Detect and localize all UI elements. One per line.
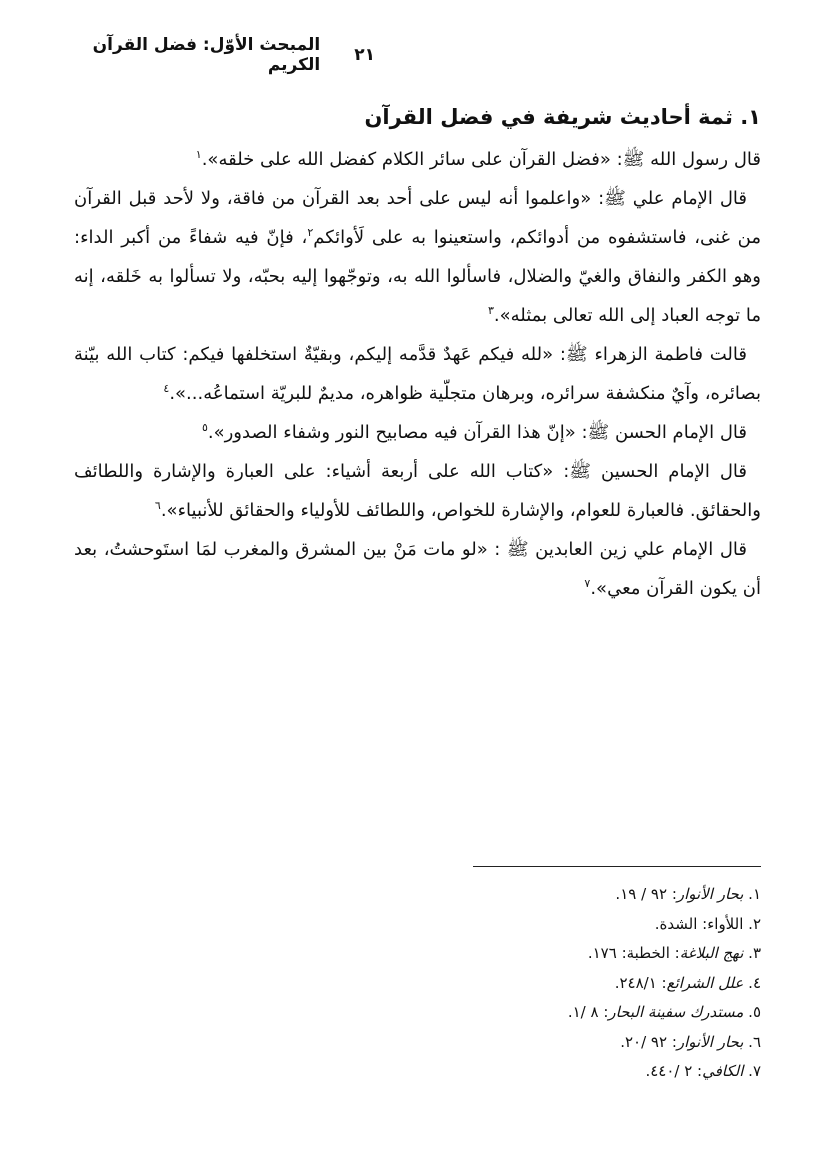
footnote-divider (473, 866, 761, 867)
footnote-ref: ٢ (307, 226, 314, 239)
footnote-ref: ٤ (163, 382, 170, 395)
footnote: ٢. اللأواء: الشدة. (654, 914, 761, 933)
hadith-paragraph: قال رسول الله ﷺ: «فضل القرآن على سائر الكلام كفضل الله على خلقه».$^١$ (195, 148, 761, 170)
hadith-paragraph: قالت فاطمة الزهراء ﷺ: «لله فيكم عَهدٌ قدَّمه إليكم، وبقيّةٌ استخلفها فيكم: كتاب الله بيّنة بصائره، وآيٌ منكشفة سرائره، وبرهان متجلّية ظواهره، مديمٌ للبريّة استماعُه...».$^٤$ (74, 344, 761, 404)
footnote: ٥. مستدرك سفينة البحار: ٨ /١. (567, 1003, 761, 1021)
hadith-paragraph: قال الإمام علي زين العابدين ﷺ : «لو مات مَنْ بين المشرق والمغرب لمَا استَوحشتُ، بعد أن يكون القرآن معي».$^٧$ (74, 539, 761, 599)
chapter-title: المبحث الأوّل: فضل القرآن الكريم (92, 35, 321, 75)
footnote-ref: ٣ (487, 304, 494, 317)
footnote: ٣. نهج البلاغة: الخطبة: ١٧٦. (587, 944, 761, 962)
footnote-ref: ٥ (201, 421, 208, 434)
page-number: ٢١ (354, 45, 375, 65)
footnote: ١. بحار الأنوار: ٩٢ / ١٩. (615, 885, 761, 903)
hadith-paragraph: قال الإمام علي ﷺ: «واعلموا أنه ليس على أحد بعد القرآن من فاقة، ولا لأحد قبل القرآن من غنى، فاستشفوه من أدوائكم، واستعينوا به على لَأوائكم$^٢$، فإنّ فيه شفاءً من أكبر الداء: وهو الكفر والنفاق والغيّ والضلال، فاسألوا الله به، وتوجّهوا إليه بحبّه، ولا تسألوا به خَلقه، إنه ما توجه العباد إلى الله تعالى بمثله».$^٣$ (74, 188, 761, 326)
hadith-paragraph: قال الإمام الحسين ﷺ: «كتاب الله على أربعة أشياء: على العبارة والإشارة واللطائف والحقائق. فالعبارة للعوام، والإشارة للخواص، واللطائف للأولياء والحقائق للأنبياء».$^٦$ (74, 461, 761, 521)
footnote-ref: ٦ (154, 499, 161, 512)
footnote: ٧. الكافي: ٢ /٤٤٠. (645, 1062, 761, 1080)
footnotes (74, 880, 761, 1087)
section-title: ١. ثمة أحاديث شريفة في فضل القرآن (364, 105, 761, 129)
running-header (70, 35, 375, 75)
footnote-ref: ١ (195, 148, 202, 161)
footnote: ٦. بحار الأنوار: ٩٢ /٢٠. (620, 1032, 761, 1051)
hadith-paragraph: قال الإمام الحسن ﷺ: «إنّ هذا القرآن فيه مصابيح النور وشفاء الصدور».$^٥$ (201, 421, 747, 443)
footnote: ٤. علل الشرائع: ٢٤٨/١. (614, 973, 761, 992)
footnote-ref: ٧ (584, 577, 591, 590)
body-text (74, 140, 761, 608)
